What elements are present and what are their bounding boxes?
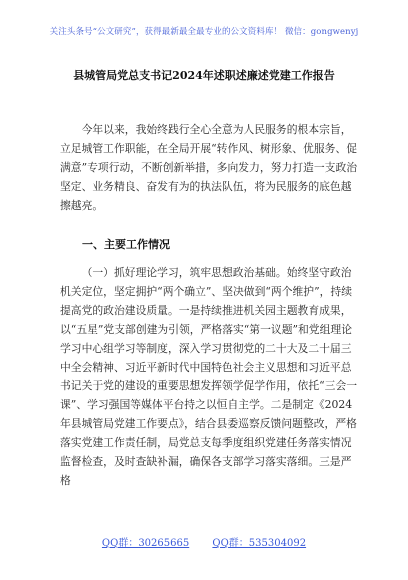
- footer-qq-group-2[interactable]: QQ群：535304092: [212, 538, 307, 549]
- footer-qq-group-1[interactable]: QQ群：30265665: [101, 538, 190, 549]
- intro-paragraph: 今年以来，我始终践行全心全意为人民服务的根本宗旨，立足城管工作职能，在全局开展“转作风、树形象、优服务、促满意”专项行动，不断创新举措，多向发力，努力打造一支政治坚定、业务精良、奋发有为的执法队伍，将为民服务的底色越擦越亮。: [60, 123, 358, 212]
- section-body-paragraph: （一）抓好理论学习，筑牢思想政治基础。始终坚守政治机关定位，坚定拥护“两个确立”、坚决做到“两个维护”，持续提高党的政治建设质量。一是持续推进机关园主题教育成果，以“五星”党支部创建为引领，严格落实“第一议题”和党组理论学习中心组学习等制度，深入学习贯彻党的二十大及二十届三中全会精神、习近平新时代中国特色社会主义思想和习近平总书记关于党的建设的重要思想发挥领学促学作用，依托“三会一课”、学习强国等媒体平台持之以恒自主学。二是制定《2024年县城管局党建工作要点》，结合县委巡察反馈问题整改，严格落实党建工作责任制，局党总支每季度组织党建任务落实情况监督检查，及时查缺补漏，确保各支部学习落实落细。三是严格: [60, 266, 358, 487]
- section-heading: 一、主要工作情况: [82, 238, 170, 251]
- document-title: 县城管局党总支书记2024年述职述廉述党建工作报告: [73, 69, 335, 82]
- footer: [0, 534, 408, 549]
- header-note: 关注头条号“公文研究”，获得最新最全最专业的公文资料库！ 微信：gongwenyj: [49, 27, 359, 37]
